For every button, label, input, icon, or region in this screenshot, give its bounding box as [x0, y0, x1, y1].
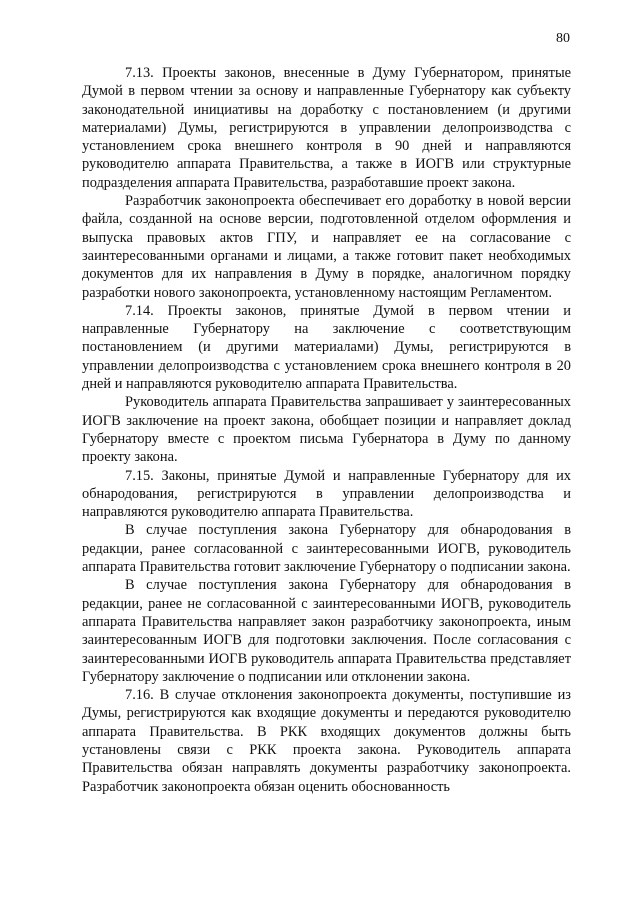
paragraph-7-15: 7.15. Законы, принятые Думой и направленные Губернатору для их обнародования, регистрируются в управлении делопроизводства и направляются руководителю аппарата Правительства. [82, 467, 571, 521]
page-number: 80 [556, 31, 570, 46]
document-body [82, 64, 571, 796]
paragraph-7-16: 7.16. В случае отклонения законопроекта документы, поступившие из Думы, регистрируются как входящие документы и передаются руководителю аппарата Правительства. В РКК входящих документов должны быть установлены связи с РКК проекта закона. Руководитель аппарата Правительства обязан направлять документы разработчику законопроекта. Разработчик законопроекта обязан оценить обоснованность [82, 687, 571, 795]
paragraph-7-14: 7.14. Проекты законов, принятые Думой в первом чтении и направленные Губернатору на заключение с соответствующим постановлением (и другими материалами) Думы, регистрируются в управлении делопроизводства с установлением срока внешнего контроля в 20 дней и направляются руководителю аппарата Правительства. [82, 302, 571, 393]
paragraph-developer-revision: Разработчик законопроекта обеспечивает его доработку в новой версии файла, созданной на основе версии, подготовленной отделом оформления и выпуска правовых актов ГПУ, и направляет ее на согласование с заинтересованными органами и лицами, а также готовит пакет необходимых документов для их направления в Думу в порядке, аналогичном порядку разработки нового законопроекта, установленному настоящим Регламентом. [82, 193, 571, 301]
paragraph-unagreed-edition: В случае поступления закона Губернатору для обнародования в редакции, ранее не согласованной с заинтересованными ИОГВ, руководитель аппарата Правительства направляет закон разработчику законопроекта, иным заинтересованным ИОГВ для подготовки заключения. После согласования с заинтересованными ИОГВ руководитель аппарата Правительства представляет Губернатору заключение о подписании или отклонении закона. [82, 577, 571, 685]
paragraph-head-requests-conclusion: Руководитель аппарата Правительства запрашивает у заинтересованных ИОГВ заключение на проект закона, обобщает позиции и направляет доклад Губернатору вместе с проектом письма Губернатора в Думу по данному проекту закона. [82, 394, 571, 466]
paragraph-agreed-edition: В случае поступления закона Губернатору для обнародования в редакции, ранее согласованной с заинтересованными ИОГВ, руководитель аппарата Правительства готовит заключение Губернатору о подписании закона. [82, 522, 571, 576]
paragraph-7-13: 7.13. Проекты законов, внесенные в Думу Губернатором, принятые Думой в первом чтении за основу и направленные Губернатору как субъекту законодательной инициативы на доработку с постановлением (и другими материалами) Думы, регистрируются в управлении делопроизводства с установлением срока внешнего контроля в 90 дней и направляются руководителю аппарата Правительства, а также в ИОГВ или структурные подразделения аппарата Правительства, разработавшие проект закона. [82, 65, 571, 191]
